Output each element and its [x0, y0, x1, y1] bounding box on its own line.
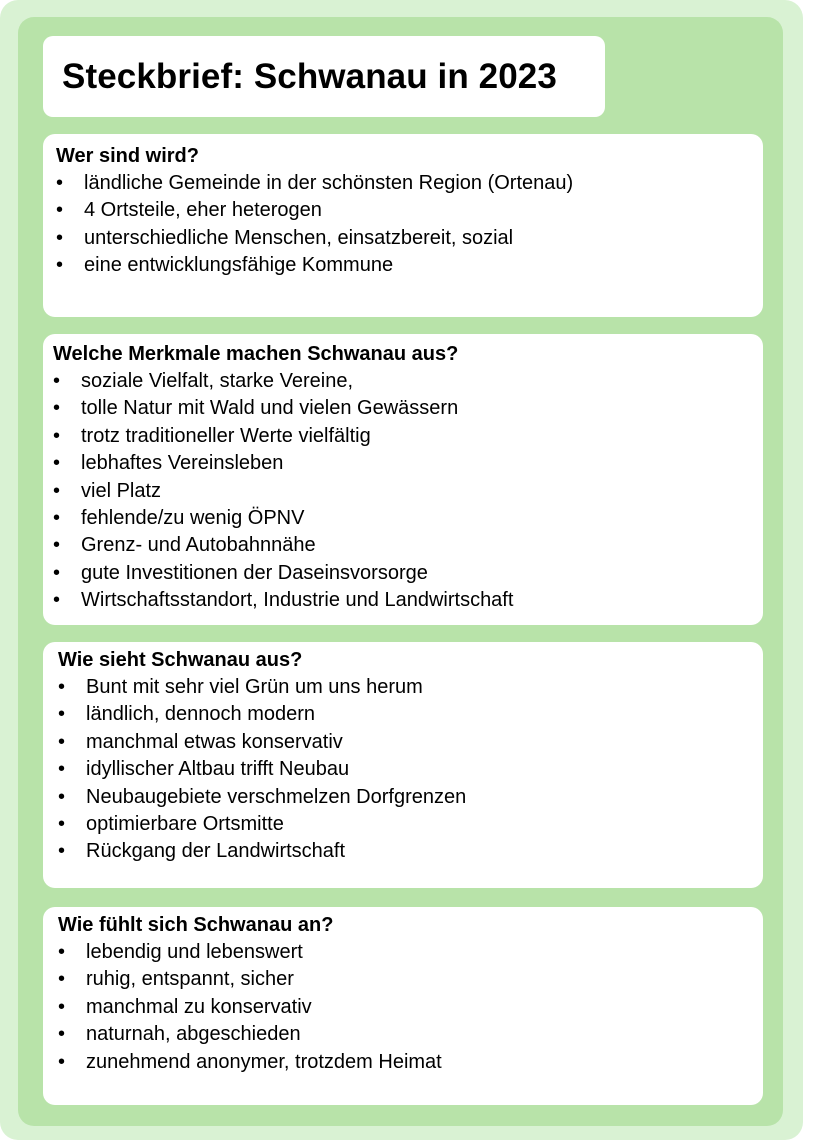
- list-item-text: ländliche Gemeinde in der schönsten Region (Ortenau): [84, 172, 574, 194]
- section-merkmale: [43, 334, 763, 625]
- list-item: [58, 784, 763, 811]
- list-item-text: ländlich, dennoch modern: [86, 703, 316, 726]
- list-item-text: Grenz- und Autobahnnähe: [81, 534, 316, 557]
- list-item: [53, 368, 763, 395]
- bullet-icon: •: [53, 534, 61, 557]
- section-heading: Welche Merkmale machen Schwanau aus?: [53, 343, 459, 365]
- list-item: [53, 423, 763, 450]
- section-wer-sind-wir: [43, 134, 763, 317]
- list-item-text: manchmal zu konservativ: [86, 995, 312, 1018]
- bullet-icon: •: [56, 226, 64, 249]
- list-item-text: eine entwicklungsfähige Kommune: [84, 254, 394, 277]
- list-item: [58, 811, 763, 838]
- bullet-icon: •: [53, 589, 61, 612]
- list-item: [58, 1021, 763, 1048]
- list-item-text: idyllischer Altbau trifft Neubau: [86, 758, 350, 781]
- section-heading: Wie sieht Schwanau aus?: [58, 649, 303, 671]
- bullet-icon: •: [56, 172, 64, 194]
- page-title: Steckbrief: Schwanau in 2023: [62, 56, 557, 96]
- list-item-text: gute Investitionen der Daseinsvorsorge: [81, 561, 428, 584]
- list-item-text: soziale Vielfalt, starke Vereine,: [81, 370, 354, 392]
- bullet-icon: •: [58, 676, 66, 698]
- section-heading: Wie fühlt sich Schwanau an?: [58, 914, 334, 936]
- bullet-icon: •: [53, 397, 61, 420]
- list-item: [58, 838, 763, 865]
- list-item-text: tolle Natur mit Wald und vielen Gewässern: [81, 397, 459, 420]
- section-aussehen: [43, 642, 763, 888]
- list-item: [56, 252, 763, 279]
- list-item-text: 4 Ortsteile, eher heterogen: [84, 199, 322, 222]
- list-item-text: Wirtschaftsstandort, Industrie und Landwirtschaft: [81, 589, 514, 612]
- list-item-text: Bunt mit sehr viel Grün um uns herum: [86, 676, 423, 698]
- bullet-icon: •: [53, 561, 61, 584]
- section-gefuehl: [43, 907, 763, 1105]
- list-item-text: viel Platz: [81, 479, 162, 502]
- list-item: [58, 966, 763, 993]
- bullet-icon: •: [58, 1050, 66, 1073]
- list-item-text: unterschiedliche Menschen, einsatzbereit, sozial: [84, 226, 514, 249]
- list-item: [58, 729, 763, 756]
- list-item-text: naturnah, abgeschieden: [86, 1023, 301, 1046]
- list-item: [58, 994, 763, 1021]
- list-item-text: lebendig und lebenswert: [86, 941, 303, 963]
- bullet-icon: •: [58, 995, 66, 1018]
- list-item-text: ruhig, entspannt, sicher: [86, 968, 294, 991]
- list-item-text: manchmal etwas konservativ: [86, 730, 343, 753]
- list-item: [58, 674, 763, 701]
- list-item: [53, 478, 763, 505]
- bullet-icon: •: [56, 199, 64, 222]
- list-item: [58, 701, 763, 728]
- bullet-icon: •: [56, 254, 64, 277]
- bullet-icon: •: [53, 424, 61, 447]
- bullet-list: [58, 674, 763, 866]
- bullet-icon: •: [58, 785, 66, 808]
- list-item: [56, 170, 763, 197]
- list-item: [58, 1049, 763, 1076]
- bullet-list: [58, 939, 763, 1076]
- list-item: [58, 756, 763, 783]
- list-item: [56, 197, 763, 224]
- list-item: [58, 939, 763, 966]
- bullet-icon: •: [53, 370, 61, 392]
- title-box: [43, 36, 605, 117]
- list-item-text: optimierbare Ortsmitte: [86, 813, 284, 836]
- bullet-icon: •: [58, 941, 66, 963]
- list-item: [53, 560, 763, 587]
- list-item: [53, 395, 763, 422]
- list-item: [53, 532, 763, 559]
- bullet-icon: •: [58, 758, 66, 781]
- list-item: [53, 587, 763, 614]
- list-item-text: Neubaugebiete verschmelzen Dorfgrenzen: [86, 785, 467, 808]
- bullet-icon: •: [58, 840, 66, 863]
- bullet-icon: •: [53, 507, 61, 530]
- list-item: [56, 225, 763, 252]
- list-item-text: zunehmend anonymer, trotzdem Heimat: [86, 1050, 442, 1073]
- list-item-text: Rückgang der Landwirtschaft: [86, 840, 346, 863]
- list-item-text: lebhaftes Vereinsleben: [81, 452, 284, 475]
- bullet-icon: •: [58, 730, 66, 753]
- bullet-list: [53, 368, 763, 615]
- bullet-icon: •: [53, 479, 61, 502]
- list-item: [53, 450, 763, 477]
- bullet-icon: •: [58, 968, 66, 991]
- list-item-text: fehlende/zu wenig ÖPNV: [81, 507, 305, 530]
- bullet-icon: •: [53, 452, 61, 475]
- bullet-icon: •: [58, 703, 66, 726]
- section-heading: Wer sind wird?: [56, 145, 199, 167]
- list-item-text: trotz traditioneller Werte vielfältig: [81, 424, 371, 447]
- bullet-list: [56, 170, 763, 280]
- bullet-icon: •: [58, 1023, 66, 1046]
- bullet-icon: •: [58, 813, 66, 836]
- list-item: [53, 505, 763, 532]
